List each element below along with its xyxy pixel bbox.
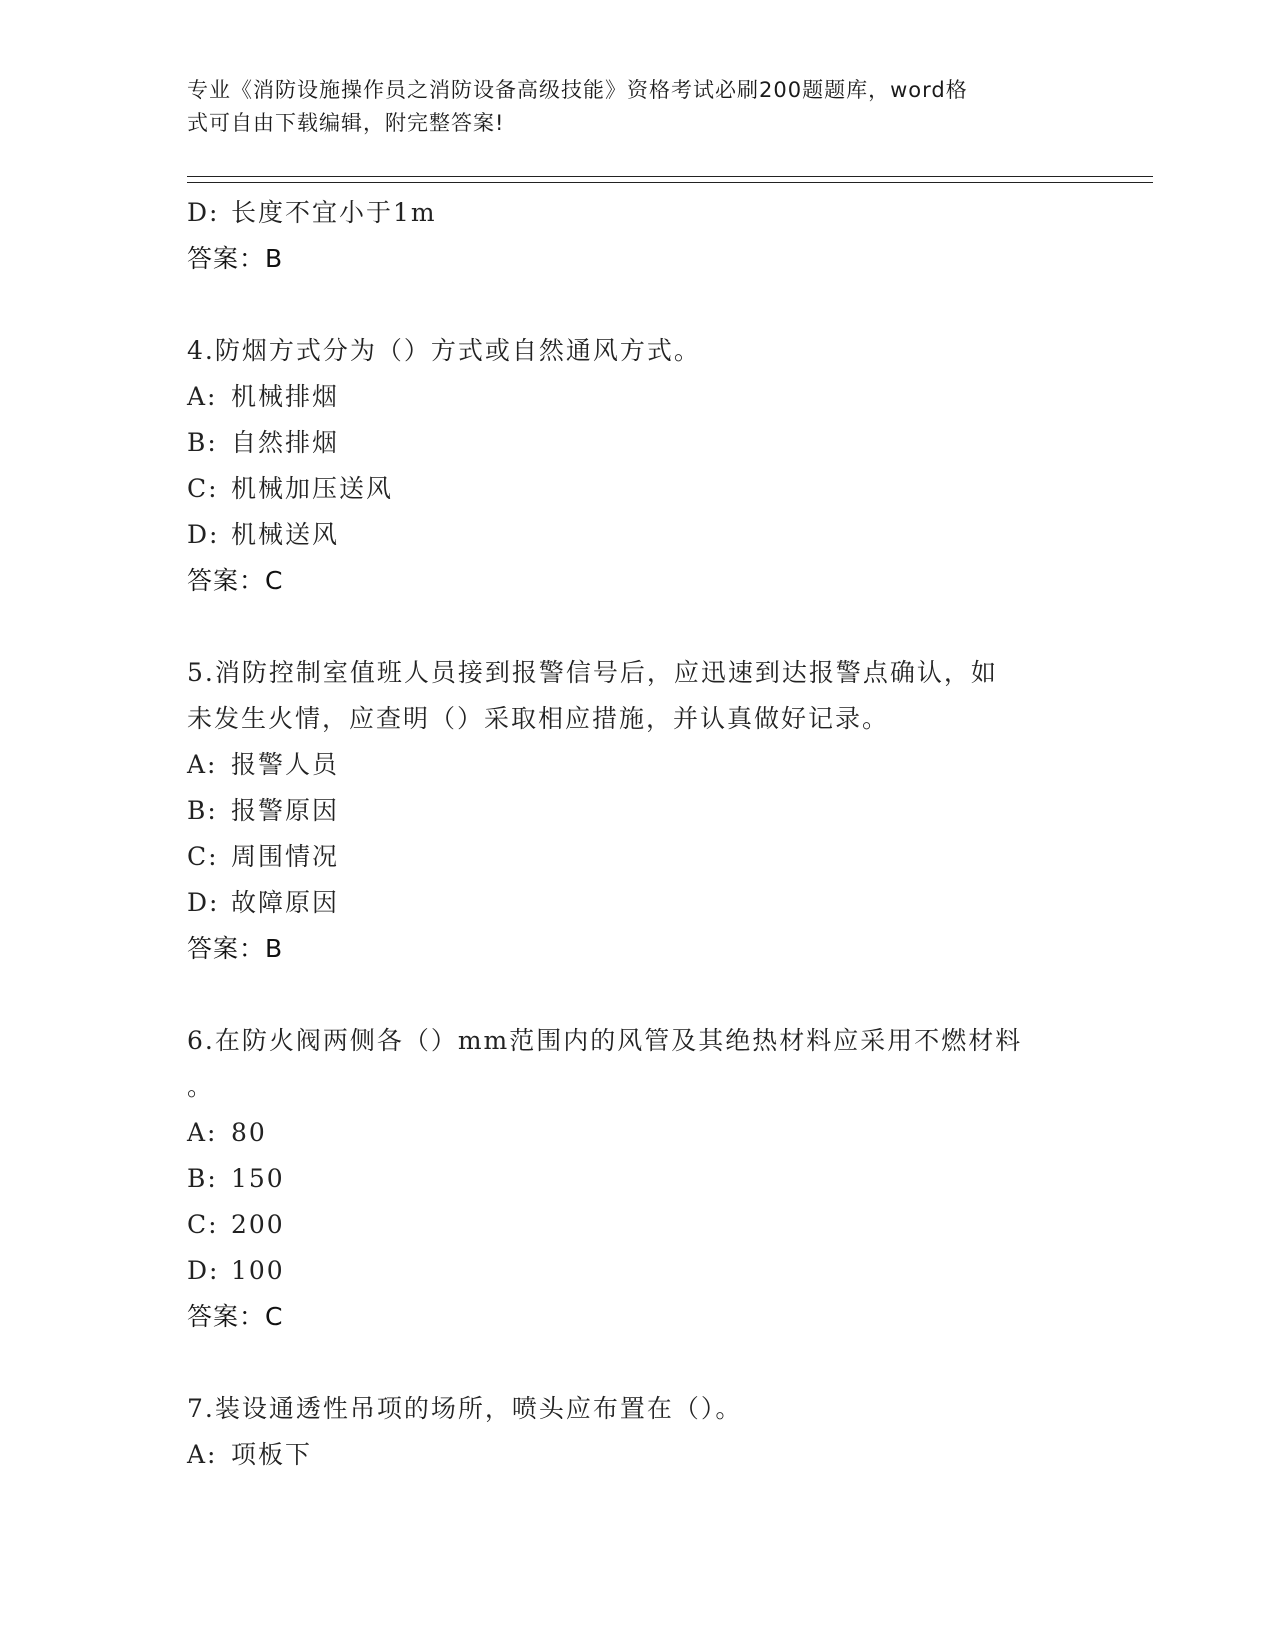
spacer [187,282,1087,328]
q5-option-c [187,834,1087,880]
q4-option-c [187,466,1087,512]
q4-stem: 4.防烟方式分为（）方式或自然通风方式。 [187,336,701,365]
q4-option-d [187,512,1087,558]
option-label: C: [187,474,219,503]
option-text: 报警原因 [231,796,340,825]
q5-stem-line-1: 5.消防控制室值班人员接到报警信号后，应迅速到达报警点确认，如 [187,658,998,687]
header-line-1: 专业《消防设施操作员之消防设备高级技能》资格考试必刷200题题库，word格 [187,78,968,102]
q3-answer: 答案：B [187,244,284,273]
q6-option-a [187,1110,1087,1156]
option-text: 80 [231,1118,267,1147]
q6-option-d [187,1248,1087,1294]
option-label: B: [187,796,218,825]
q7-stem: 7.装设通透性吊项的场所，喷头应布置在（）。 [187,1394,743,1423]
option-text: 机械排烟 [231,382,340,411]
document-header [187,74,1067,140]
option-text: 项板下 [231,1440,313,1469]
spacer [187,972,1087,1018]
header-rule-top [187,176,1153,177]
option-label: A: [187,1440,218,1469]
option-label: C: [187,1210,219,1239]
option-label: A: [187,382,218,411]
option-label: B: [187,428,218,457]
option-label: B: [187,1164,218,1193]
q4-answer: 答案：C [187,566,284,595]
spacer [187,604,1087,650]
header-rule-bottom [187,182,1153,183]
option-text: 机械加压送风 [231,474,394,503]
q5-option-a [187,742,1087,788]
q6-stem-line-1: 6.在防火阀两侧各（）mm范围内的风管及其绝热材料应采用不燃材料 [187,1026,1023,1055]
option-text: 200 [231,1210,285,1239]
question-list [187,190,1087,1478]
q4-option-a [187,374,1087,420]
spacer [187,1340,1087,1386]
option-text: 周围情况 [231,842,340,871]
header-line-2: 式可自由下载编辑，附完整答案! [187,111,505,135]
option-label: D: [187,520,220,549]
q4-option-b [187,420,1087,466]
q7-option-a [187,1432,1087,1478]
option-text: 长度不宜小于1m [231,198,437,227]
option-text: 150 [231,1164,285,1193]
q3-option-d [187,190,1087,236]
option-text: 报警人员 [231,750,340,779]
q5-option-b [187,788,1087,834]
option-label: A: [187,1118,218,1147]
q5-answer: 答案：B [187,934,284,963]
option-text: 自然排烟 [231,428,340,457]
q6-stem-line-2: 。 [187,1072,215,1101]
option-label: D: [187,888,220,917]
option-label: A: [187,750,218,779]
option-label: D: [187,198,220,227]
q6-option-c [187,1202,1087,1248]
option-text: 故障原因 [231,888,340,917]
option-text: 100 [231,1256,285,1285]
q5-option-d [187,880,1087,926]
q5-stem-line-2: 未发生火情，应查明（）采取相应措施，并认真做好记录。 [187,704,890,733]
q6-answer: 答案：C [187,1302,284,1331]
q6-option-b [187,1156,1087,1202]
option-label: D: [187,1256,220,1285]
option-label: C: [187,842,219,871]
option-text: 机械送风 [231,520,340,549]
